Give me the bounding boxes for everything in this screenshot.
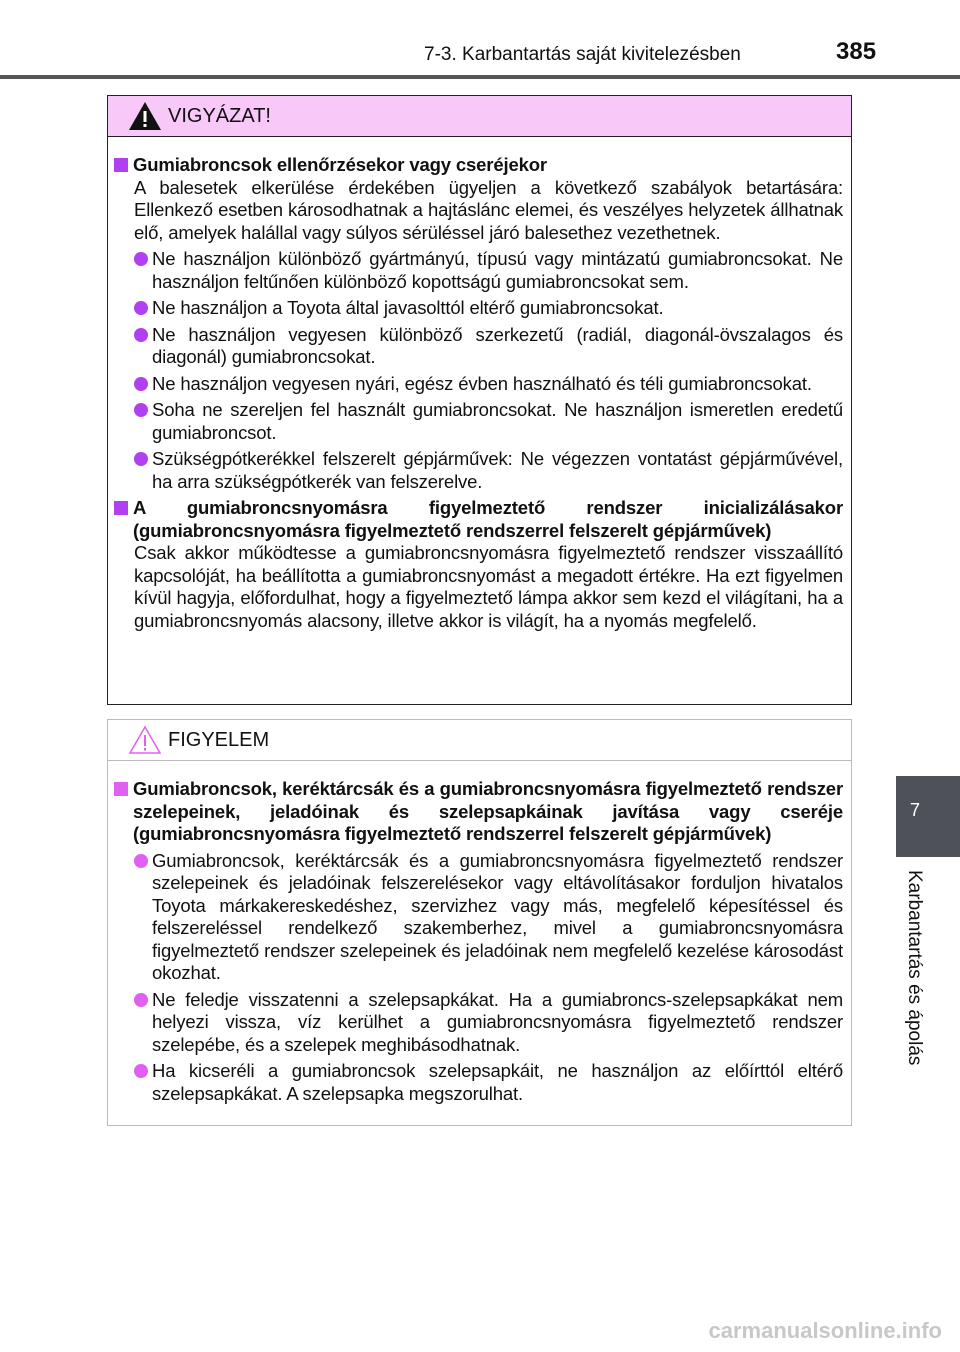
bullet-icon: [134, 854, 148, 868]
notice-header: [108, 720, 851, 761]
square-bullet-icon: [114, 782, 128, 796]
bullet-icon: [134, 993, 148, 1007]
caution-section-text: Csak akkor működtesse a gumiabroncsnyomásra figyelmeztető rendszer visszaállító kapcsolóját, ha beállította a gumiabroncsnyomást a megadott értékre. Ha ezt figyelmen kívül hagyja, előfordulhat, hogy a figyelmeztető lámpa akkor sem kezd el világítani, ha a gumiabroncsnyomás alacsony, illetve akkor is világít, ha a nyomás megfelelő.: [134, 542, 843, 631]
list-item: Ne használjon vegyesen különböző szerkezetű (radiál, diagonál-övszalagos és diagonál) gumiabroncsokat.: [134, 324, 843, 369]
chapter-number: 7: [910, 800, 921, 820]
chapter-tab[interactable]: [896, 776, 960, 857]
caution-section-title: Gumiabroncsok ellenőrzésekor vagy cseréjekor: [114, 154, 843, 177]
square-bullet-icon: [114, 158, 128, 172]
notice-box: [107, 719, 852, 1126]
list-item: Ne feledje visszatenni a szelepsapkákat. Ha a gumiabroncs-szelepsapkákat nem helyezi vissza, víz kerülhet a gumiabroncsnyomásra figyelmeztető rendszer szelepébe, és a szelepek meghibásodhatnak.: [134, 989, 843, 1057]
warning-icon: [128, 101, 162, 131]
square-bullet-icon: [114, 501, 128, 515]
list-item: Ne használjon különböző gyártmányú, típusú vagy mintázatú gumiabroncsokat. Ne használjon feltűnően különböző kopottságú gumiabroncsokat sem.: [134, 248, 843, 293]
bullet-icon: [134, 301, 148, 315]
header-rule: [0, 75, 960, 79]
chapter-label: Karbantartás és ápolás: [904, 870, 925, 1066]
bullet-icon: [134, 328, 148, 342]
bullet-icon: [134, 452, 148, 466]
caution-title: VIGYÁZAT!: [168, 104, 271, 127]
caution-header: [108, 96, 851, 137]
warning-outline-icon: [128, 725, 162, 755]
list-item: Szükségpótkerékkel felszerelt gépjárművek: Ne végezzen vontatást gépjárművével, ha arra szükségpótkerék van felszerelve.: [134, 448, 843, 493]
notice-section-title: Gumiabroncsok, keréktárcsák és a gumiabroncsnyomásra figyelmeztető rendszer szelepeinek, jeladóinak és szelepsapkáinak javítása vagy cseréje (gumiabroncsnyomásra figyelmeztető rendszerrel felszerelt gépjárművek): [114, 778, 843, 846]
list-item: Ne használjon a Toyota által javasolttól eltérő gumiabroncsokat.: [134, 297, 843, 320]
bullet-icon: [134, 403, 148, 417]
section-title: 7-3. Karbantartás saját kivitelezésben: [424, 44, 741, 65]
list-item: Ne használjon vegyesen nyári, egész évben használható és téli gumiabroncsokat.: [134, 373, 843, 396]
caution-section-title: A gumiabroncsnyomásra figyelmeztető rendszer inicializálásakor (gumiabroncsnyomásra figyelmeztető rendszerrel felszerelt gépjárművek): [114, 497, 843, 542]
page-number: 385: [836, 38, 877, 65]
caution-box: [107, 95, 852, 705]
bullet-icon: [134, 377, 148, 391]
list-item: Soha ne szereljen fel használt gumiabroncsokat. Ne használjon ismeretlen eredetű gumiabroncsot.: [134, 399, 843, 444]
watermark: carmanualsonline.info: [708, 1318, 942, 1343]
bullet-icon: [134, 252, 148, 266]
list-item: Gumiabroncsok, keréktárcsák és a gumiabroncsnyomásra figyelmeztető rendszer szelepeinek és jeladóinak felszerelésekor vagy eltávolításakor forduljon hivatalos Toyota márkakereskedéshez, szervizhez vagy más, megfelelő képesítéssel és felszereléssel rendelkező szakemberhez, mivel a gumiabroncsnyomásra figyelmeztető rendszer szelepeinek és jeladóinak nem megfelelő kezelése károsodást okozhat.: [134, 850, 843, 985]
caution-section-text: A balesetek elkerülése érdekében ügyeljen a következő szabályok betartására: Ellenkező esetben károsodhatnak a hajtáslánc elemei, és veszélyes helyzetek állhatnak elő, amelyek halállal vagy súlyos sérüléssel járó balesethez vezethetnek.: [134, 176, 843, 243]
notice-title: FIGYELEM: [168, 728, 270, 751]
bullet-icon: [134, 1064, 148, 1078]
list-item: Ha kicseréli a gumiabroncsok szelepsapkáit, ne használjon az előírttól eltérő szelepsapkákat. A szelepsapka megszorulhat.: [134, 1060, 843, 1105]
